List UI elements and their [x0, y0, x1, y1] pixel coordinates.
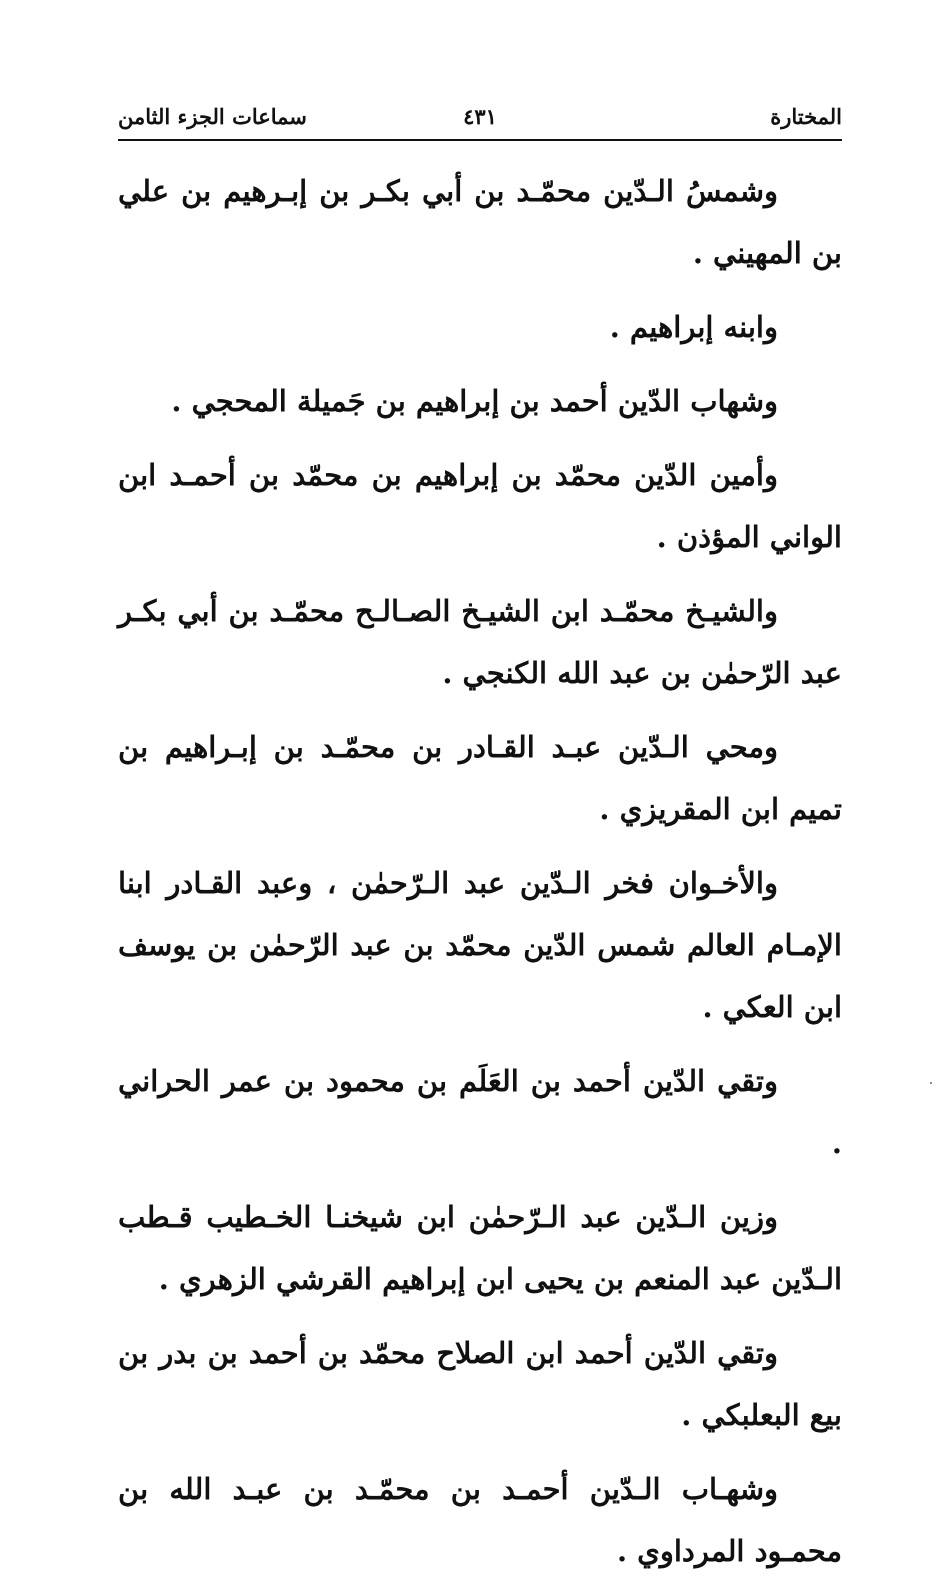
body-text [118, 160, 842, 1594]
entry-paragraph: وشمسُ الـدّين محمّـد بن أبي بكـر بن إبـرهيم بن علي بن المهيني . [118, 174, 842, 270]
section-title: سماعات الجزء الثامن [118, 104, 307, 129]
page-number: ٤٣١ [463, 104, 497, 129]
scan-speck [930, 1082, 932, 1084]
entry-paragraph: وشهـاب الـدّين أحمـد بن محمّـد بن عبـد الله بن محمـود المرداوي . [118, 1472, 842, 1568]
entry-paragraph: ومحي الـدّين عبـد القـادر بن محمّـد بن إبـراهيم بن تميم ابن المقريزي . [118, 730, 842, 826]
entry-paragraph: وتقي الدّين أحمد بن العَلَم بن محمود بن عمر الحراني . [118, 1064, 842, 1160]
entry-paragraph: وتقي الدّين أحمد ابن الصلاح محمّد بن أحمد بن بدر بن بيع البعلبكي . [118, 1336, 842, 1432]
entry-paragraph: وزين الـدّين عبد الـرّحمٰن ابن شيخنـا الخـطيب قـطب الـدّين عبد المنعم بن يحيى ابن إبراهيم القرشي الزهري . [118, 1200, 842, 1296]
entry-paragraph: وأمين الدّين محمّد بن إبراهيم بن محمّد بن أحمـد ابن الواني المؤذن . [118, 458, 842, 554]
entry-paragraph: وابنه إبراهيم . [609, 310, 778, 344]
header-rule [118, 139, 842, 141]
entry-paragraph: والشيـخ محمّـد ابن الشيـخ الصـالـح محمّـد بن أبي بكـر عبد الرّحمٰن بن عبد الله الكنجي . [118, 594, 842, 690]
book-title: المختارة [770, 104, 842, 129]
running-header [118, 96, 842, 140]
entry-paragraph: والأخـوان فخر الـدّين عبد الـرّحمٰن ، وعبد القـادر ابنا الإمـام العالم شمس الدّين محمّد بن عبد الرّحمٰن بن يوسف ابن العكي . [118, 866, 842, 1024]
entry-paragraph: وشهاب الدّين أحمد بن إبراهيم بن جَميلة المحجي . [171, 384, 778, 418]
